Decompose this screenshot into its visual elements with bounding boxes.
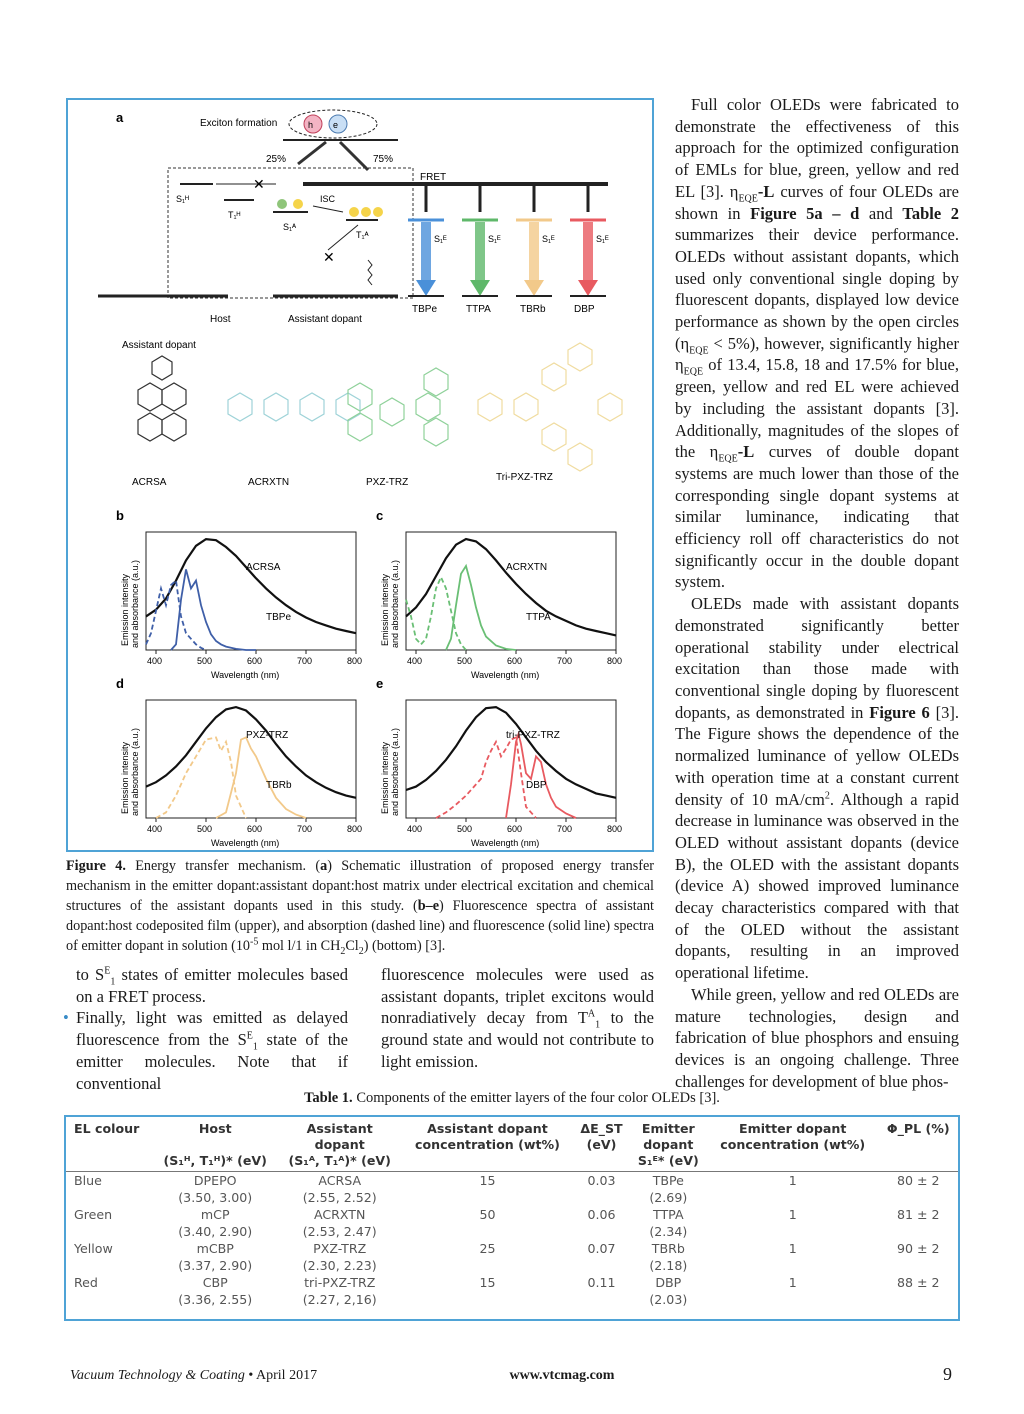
emitter-name-ttpa: TTPA xyxy=(466,304,491,315)
table-cell: (2.03) xyxy=(649,1292,688,1307)
table-cell xyxy=(707,1291,879,1308)
emission-arrowhead-tbpe xyxy=(416,280,436,296)
table-cell: 1 xyxy=(788,1241,797,1256)
x-tick-label: 800 xyxy=(607,656,623,666)
table-cell: (3.37, 2.90) xyxy=(178,1258,253,1273)
table-cell: 0.07 xyxy=(587,1241,616,1256)
col-phi-pl: Φ_PL (%) xyxy=(879,1117,958,1172)
table-1 xyxy=(64,1115,960,1321)
table-cell xyxy=(707,1223,879,1240)
pct-25-label: 25% xyxy=(266,154,287,165)
table-cell xyxy=(707,1189,879,1206)
t1a-exciton-2 xyxy=(361,207,371,217)
emission-arrowhead-ttpa xyxy=(470,280,490,296)
table-caption: Table 1. Components of the emitter layers of the four color OLEDs [3]. xyxy=(304,1090,720,1106)
table-cell: (2.55, 2.52) xyxy=(302,1190,377,1205)
table-cell: TBPe xyxy=(652,1173,684,1188)
hole-label: h xyxy=(308,120,314,130)
table-cell: 50 xyxy=(479,1207,496,1222)
table-cell: (2.27, 2,16) xyxy=(302,1292,377,1307)
x-tick-label: 700 xyxy=(297,824,313,834)
risc-arrow xyxy=(328,225,358,250)
assistant-dopant-label: Assistant dopant xyxy=(288,314,362,325)
x-tick-label: 400 xyxy=(407,656,423,666)
pxz-trz-structure xyxy=(348,368,448,446)
panel-d-label: d xyxy=(116,676,124,691)
acrsa-structure xyxy=(138,356,186,441)
left-paragraph-1: to $S^E_1$ states of emitter molecules based on a FRET process. xyxy=(76,965,349,1006)
page-number: 9 xyxy=(943,1364,952,1384)
footer-journal: Vacuum Technology & Coating • April 2017 xyxy=(70,1368,318,1383)
table-row-energies xyxy=(66,1189,958,1206)
isc-arrow xyxy=(313,206,343,212)
nonrad-decay-zigzag xyxy=(368,260,372,285)
emission-arrow-ttpa xyxy=(475,222,485,284)
axes-frame-d xyxy=(146,700,356,818)
series-pxz-trz xyxy=(146,707,356,798)
table-cell: Blue xyxy=(74,1173,102,1188)
table-cell xyxy=(879,1223,958,1240)
table-cell: mCBP xyxy=(196,1241,234,1256)
spectrum-panel-c xyxy=(376,508,622,680)
table-cell xyxy=(573,1189,629,1206)
table-cell: 1 xyxy=(788,1173,797,1188)
col-host: Host (S₁ᴴ, T₁ᴴ)* (eV) xyxy=(153,1117,278,1172)
panel-e-label: e xyxy=(376,676,384,691)
table-cell xyxy=(879,1291,958,1308)
x-tick-label: 700 xyxy=(557,824,573,834)
table-body xyxy=(66,1172,958,1309)
x-axis-label: Wavelength (nm) xyxy=(471,838,540,848)
table-cell: (2.34) xyxy=(649,1224,688,1239)
x-tick-label: 700 xyxy=(557,656,573,666)
right-paragraph-2: OLEDs made with assistant dopants demonstrated significantly better operational stability under electrical excitation than those made with conventional single doping by fluorescent dopants, as demonstrated in Figure 6 [3]. The Figure shows the dependence of the normalized luminance of yellow OLEDs with operation time at a constant current density of 10 $mA/cm^2$. Although a rapid decrease in luminance was observed in the OLED without assistant dopants (device B), the OLED with the assistant dopants (device A) showed improved luminance decay characteristics compared with that of the OLED without the assistant dopants, resulting in an improved operational lifetime. xyxy=(675,594,959,983)
label-tbrb: TBRb xyxy=(266,780,292,791)
left-bullet-item: • Finally, light was emitted as delayed fluorescence from the $S^E_1$ state of the emitter molecules. Note that if conventional xyxy=(63,1008,348,1093)
table-row xyxy=(66,1240,958,1257)
caption-label: Figure 4. xyxy=(66,858,126,874)
table-cell: 1 xyxy=(788,1207,797,1222)
col-assistant: Assistant dopant (S₁ᴬ, T₁ᴬ)* (eV) xyxy=(278,1117,402,1172)
emission-arrowhead-tbrb xyxy=(524,280,544,296)
host-label: Host xyxy=(210,314,231,325)
pxz-trz-name: PXZ-TRZ xyxy=(366,477,409,488)
y-axis-label-line2: and absorbance (a.u.) xyxy=(390,559,400,648)
series-dbp-absorption xyxy=(436,737,536,818)
y-axis-label-line1: Emission intensity xyxy=(120,573,130,646)
emitter-name-dbp: DBP xyxy=(574,304,595,315)
table-cell: 1 xyxy=(788,1275,797,1290)
middle-column-text: fluorescence molecules were used as assistant dopants, triplet excitons would nonradiatively decay from $T^A_1$ to the ground state and would not contribute to light emission. xyxy=(381,965,654,1071)
acrxtn-name: ACRXTN xyxy=(248,477,290,488)
s1a-exciton xyxy=(277,199,287,209)
y-axis-label-line2: and absorbance (a.u.) xyxy=(390,727,400,816)
x-axis-label: Wavelength (nm) xyxy=(211,838,280,848)
s1e-label-dbp: S₁ᴱ xyxy=(596,234,609,244)
y-axis-label-line2: and absorbance (a.u.) xyxy=(130,727,140,816)
electron-label: e xyxy=(333,120,339,130)
series-dbp-emission xyxy=(506,734,576,818)
spectrum-panel-b xyxy=(116,508,362,680)
table-cell: 15 xyxy=(479,1275,496,1290)
table-cell: (3.40, 2.90) xyxy=(178,1224,253,1239)
table-cell xyxy=(402,1189,574,1206)
table-cell: 81 ± 2 xyxy=(896,1207,940,1222)
host-dashed-box xyxy=(168,168,413,298)
series-ttpa-emission xyxy=(446,566,516,650)
y-axis-label-line1: Emission intensity xyxy=(120,741,130,814)
x-axis-label: Wavelength (nm) xyxy=(211,670,280,680)
table-cell: (2.69) xyxy=(649,1190,688,1205)
x-tick-label: 700 xyxy=(297,656,313,666)
right-column-text xyxy=(675,94,959,1092)
table-cell: DBP xyxy=(655,1275,682,1290)
x-tick-label: 800 xyxy=(607,824,623,834)
table-cell: 90 ± 2 xyxy=(896,1241,940,1256)
left-column-text xyxy=(63,964,349,1094)
table-cell xyxy=(573,1257,629,1274)
y-axis-label-line1: Emission intensity xyxy=(380,741,390,814)
arrow-25 xyxy=(298,142,326,164)
table-cell: Yellow xyxy=(74,1241,113,1256)
t1a-label: T₁ᴬ xyxy=(356,230,369,240)
spectrum-panel-d xyxy=(116,676,362,848)
emitter-levels xyxy=(408,184,609,315)
x-tick-label: 500 xyxy=(197,656,213,666)
table-row xyxy=(66,1274,958,1291)
table-cell: Red xyxy=(74,1275,98,1290)
s1h-label: S₁ᴴ xyxy=(176,194,189,204)
fret-label: FRET xyxy=(420,172,447,183)
table-cell: Green xyxy=(74,1207,113,1222)
table-cell: (2.53, 2.47) xyxy=(302,1224,377,1239)
x-axis-label: Wavelength (nm) xyxy=(471,670,540,680)
table-cell: (3.50, 3.00) xyxy=(178,1190,253,1205)
tri-pxz-trz-structure xyxy=(478,343,622,471)
x-tick-label: 400 xyxy=(147,656,163,666)
t1h-label: T₁ᴴ xyxy=(228,210,241,220)
panel-b-label: b xyxy=(116,508,124,523)
label-acrxtn: ACRXTN xyxy=(506,562,548,573)
table-cell: 15 xyxy=(479,1173,496,1188)
series-tbpe-emission xyxy=(171,569,256,650)
label-pxz-trz: PXZ-TRZ xyxy=(246,730,289,741)
table-cell: CBP xyxy=(202,1275,228,1290)
table-cell xyxy=(66,1223,153,1240)
table-cell: mCP xyxy=(200,1207,230,1222)
label-tri-pxz-trz: tri-PXZ-TRZ xyxy=(506,730,560,741)
table-cell xyxy=(707,1257,879,1274)
table-cell: DPEPO xyxy=(193,1173,237,1188)
t1a-exciton-3 xyxy=(373,207,383,217)
table-cell: 88 ± 2 xyxy=(896,1275,940,1290)
panel-c-label: c xyxy=(376,508,384,523)
x-tick-label: 500 xyxy=(197,824,213,834)
emission-arrowhead-dbp xyxy=(578,280,598,296)
right-paragraph-1: Full color OLEDs were fabricated to demonstrate the effectiveness of this approach for the optimized configuration of EMLs for blue, green, yellow and red EL [3]. $\eta_{EQE}-L$ curves of four OLEDs are shown in Figure 5a – d and Table 2 summarizes their device performance. OLEDs without assistant dopants, which used only conventional single doping by fluorescent dopants, displayed low device performance as shown by the open circles $(\eta_{EQE} < 5\%)$, however, significantly higher $\eta_{EQE}$ of 13.4, 15.8, 18 and 17.5% for blue, green, yellow and red EL were achieved by including the assistant dopants [3]. Additionally, magnitudes of the slopes of the $\eta_{EQE}-L$ curves of double dopant systems are much lower than those of the corresponding single dopant systems at similar luminance, indicating that efficiency roll off characteristics do not significantly occur in the double dopant system. xyxy=(675,95,960,592)
series-tbrb-emission xyxy=(216,737,306,818)
footer-url[interactable]: www.vtcmag.com xyxy=(509,1368,615,1383)
table-cell xyxy=(66,1291,153,1308)
emission-arrow-dbp xyxy=(583,222,593,284)
col-assistant-conc: Assistant dopant concentration (wt%) xyxy=(402,1117,574,1172)
right-paragraph-3: While green, yellow and red OLEDs are mature technologies, design and fabrication of blue phosphors and ensuing devices is an ongoing challenge. Three challenges for development of blue phos- xyxy=(675,984,959,1091)
table-cell xyxy=(879,1257,958,1274)
s1e-label-tbrb: S₁ᴱ xyxy=(542,234,555,244)
emitter-name-tbrb: TBRb xyxy=(520,304,546,315)
table-cell: ACRSA xyxy=(318,1173,362,1188)
spectra-panels xyxy=(116,508,622,848)
s1a-label: S₁ᴬ xyxy=(283,222,297,232)
x-tick-label: 800 xyxy=(347,656,363,666)
label-tbpe: TBPe xyxy=(266,612,292,623)
x-tick-label: 800 xyxy=(347,824,363,834)
table-row xyxy=(66,1206,958,1223)
table-row-energies xyxy=(66,1291,958,1308)
table-row-energies xyxy=(66,1223,958,1240)
table-cell: (3.36, 2.55) xyxy=(178,1292,253,1307)
col-delta-est: ΔE_ST (eV) xyxy=(573,1117,629,1172)
figure-4-graphic xyxy=(68,100,652,850)
exciton-formation-label: Exciton formation xyxy=(200,118,278,129)
table-cell xyxy=(573,1223,629,1240)
table-cell: 80 ± 2 xyxy=(896,1173,940,1188)
label-dbp: DBP xyxy=(526,780,547,791)
figure-caption: Figure 4. Energy transfer mechanism. (a) Schematic illustration of proposed energy transfer mechanism in the emitter dopant:assistant dopant:host matrix under electrical excitation and chemical structures of the assistant dopants used in this study. (b–e) Fluorescence spectra of assistant dopant:host codeposited film (upper), and absorption (dashed line) and fluorescence (solid line) spectra of emitter dopant in solution ($10^{-5}$ mol l/1 in $CH_2Cl_2$) (bottom) [3]. xyxy=(66,858,654,957)
x-tick-label: 500 xyxy=(457,656,473,666)
acrsa-name: ACRSA xyxy=(132,477,167,488)
x-tick-label: 600 xyxy=(507,824,523,834)
bullet-icon: • xyxy=(63,1008,69,1028)
table-cell: (2.30, 2.23) xyxy=(302,1258,377,1273)
tri-pxz-trz-name: Tri-PXZ-TRZ xyxy=(496,472,553,483)
x-tick-label: 600 xyxy=(507,656,523,666)
table-row-energies xyxy=(66,1257,958,1274)
blocked-x-mark: ✕ xyxy=(253,176,265,192)
series-ttpa-absorption xyxy=(406,577,466,650)
table-header-row xyxy=(66,1117,958,1172)
table-cell: 0.06 xyxy=(587,1207,616,1222)
x-tick-label: 400 xyxy=(407,824,423,834)
table-cell: tri-PXZ-TRZ xyxy=(304,1275,376,1290)
structures-title: Assistant dopant xyxy=(122,340,196,351)
spectrum-panel-e xyxy=(376,676,622,848)
emission-arrow-tbrb xyxy=(529,222,539,284)
x-tick-label: 600 xyxy=(247,656,263,666)
table-cell: ACRXTN xyxy=(313,1207,366,1222)
col-emitter-conc: Emitter dopant concentration (wt%) xyxy=(707,1117,879,1172)
t1a-exciton xyxy=(349,207,359,217)
isc-label: ISC xyxy=(320,194,336,204)
s1a-exciton-2 xyxy=(293,199,303,209)
figure-4 xyxy=(66,98,654,852)
table-cell: (2.18) xyxy=(649,1258,688,1273)
label-ttpa: TTPA xyxy=(526,612,551,623)
emission-arrow-tbpe xyxy=(421,222,431,284)
col-emitter: Emitter dopant S₁ᴱ* (eV) xyxy=(630,1117,707,1172)
table-cell: 0.11 xyxy=(587,1275,616,1290)
y-axis-label-line2: and absorbance (a.u.) xyxy=(130,559,140,648)
axes-frame-c xyxy=(406,532,616,650)
risc-x-mark: ✕ xyxy=(323,249,335,265)
table-cell xyxy=(66,1257,153,1274)
series-acrxtn xyxy=(406,539,616,635)
table-cell: 25 xyxy=(479,1241,496,1256)
s1e-label-tbpe: S₁ᴱ xyxy=(434,234,447,244)
table-row xyxy=(66,1172,958,1190)
panel-a-label: a xyxy=(116,110,124,125)
x-tick-label: 600 xyxy=(247,824,263,834)
table-cell xyxy=(402,1223,574,1240)
table-cell: PXZ-TRZ xyxy=(313,1241,367,1256)
components-table xyxy=(66,1117,958,1308)
x-tick-label: 500 xyxy=(457,824,473,834)
arrow-75 xyxy=(340,142,368,170)
s1e-label-ttpa: S₁ᴱ xyxy=(488,234,501,244)
table-cell xyxy=(573,1291,629,1308)
pct-75-label: 75% xyxy=(373,154,394,165)
table-cell xyxy=(879,1189,958,1206)
table-cell xyxy=(66,1189,153,1206)
label-acrsa: ACRSA xyxy=(246,562,281,573)
series-tbrb-absorption xyxy=(156,737,246,818)
emitter-name-tbpe: TBPe xyxy=(412,304,438,315)
acrxtn-structure xyxy=(228,393,360,421)
y-axis-label-line1: Emission intensity xyxy=(380,573,390,646)
table-cell xyxy=(402,1257,574,1274)
x-tick-label: 400 xyxy=(147,824,163,834)
col-el-colour: EL colour xyxy=(66,1117,153,1172)
table-cell: TBRb xyxy=(651,1241,685,1256)
table-cell: 0.03 xyxy=(587,1173,616,1188)
table-cell xyxy=(402,1291,574,1308)
table-cell: TTPA xyxy=(653,1207,684,1222)
